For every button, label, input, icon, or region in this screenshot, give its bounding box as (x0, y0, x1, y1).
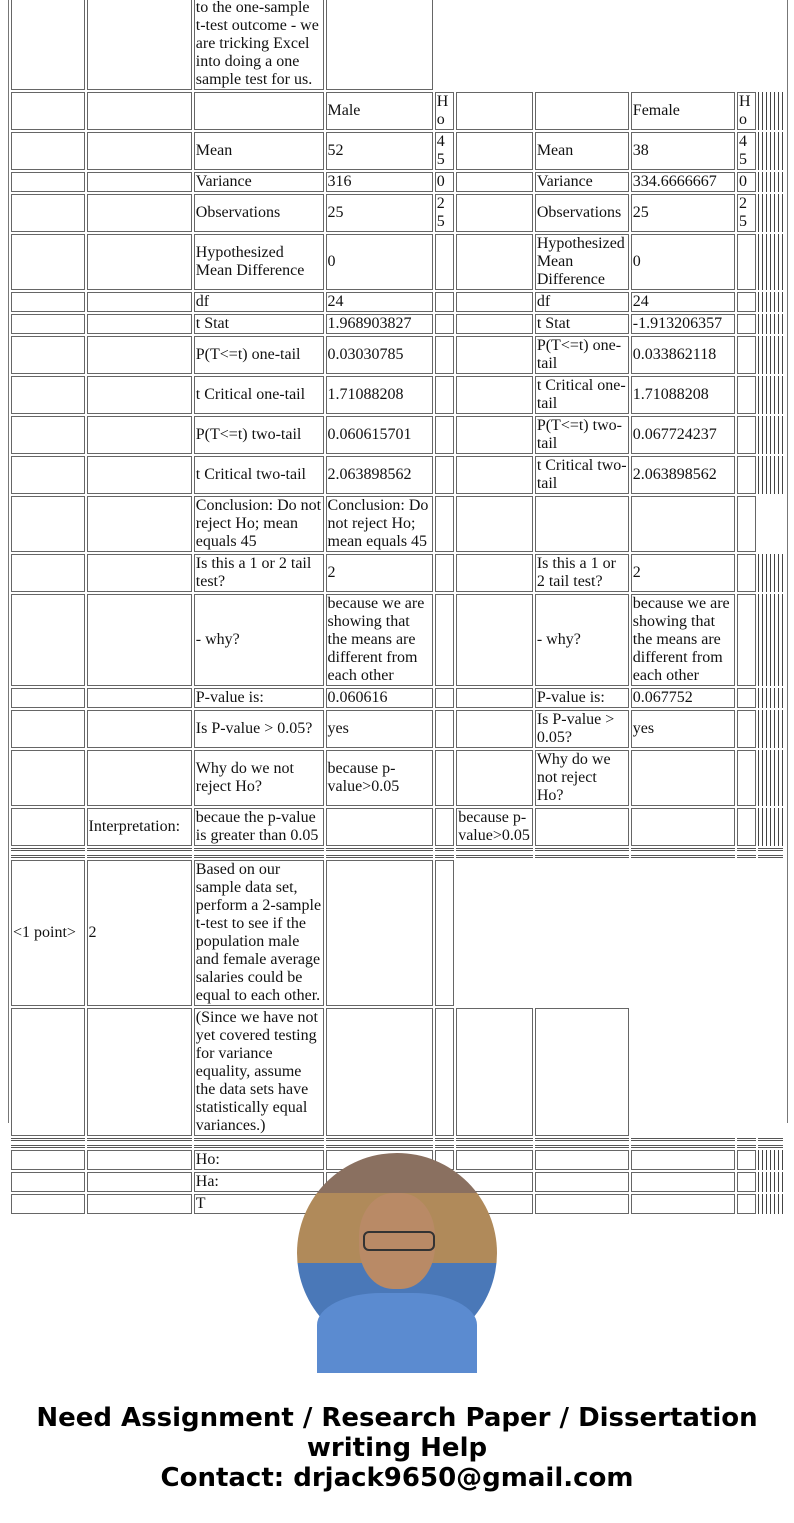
table-cell[interactable]: Ho: (194, 1150, 324, 1170)
table-row (11, 234, 783, 290)
table-cell[interactable] (435, 688, 454, 708)
table-cell[interactable] (535, 92, 629, 130)
table-cell[interactable] (456, 92, 533, 130)
table-cell[interactable]: Why do we not reject Ho? (194, 750, 324, 806)
table-cell[interactable] (737, 456, 756, 494)
table-cell[interactable] (87, 376, 192, 414)
table-cell[interactable] (737, 496, 756, 552)
table-cell[interactable] (87, 554, 192, 592)
table-cell[interactable] (87, 750, 192, 806)
table-row (11, 292, 783, 312)
table-row (11, 1008, 783, 1136)
table-cell[interactable] (11, 194, 85, 232)
row-divider (435, 848, 454, 858)
table-cell[interactable] (11, 750, 85, 806)
table-cell[interactable] (11, 376, 85, 414)
column-edge-lines (758, 750, 783, 806)
empty-area (758, 496, 783, 552)
table-cell[interactable] (456, 234, 533, 290)
promo-contact[interactable]: Contact: drjack9650@gmail.com (160, 1463, 634, 1493)
table-cell[interactable] (87, 194, 192, 232)
table-cell[interactable] (11, 172, 85, 192)
table-cell[interactable]: P(T<=t) two-tail (535, 416, 629, 454)
column-edge-lines (758, 234, 783, 290)
table-cell[interactable] (456, 416, 533, 454)
column-edge-lines (758, 292, 783, 312)
column-edge-lines (758, 314, 783, 334)
table-cell[interactable]: 1.968903827 (326, 314, 433, 334)
row-divider (631, 848, 735, 858)
empty-area (631, 860, 735, 1006)
empty-area (535, 860, 629, 1006)
table-cell[interactable] (11, 496, 85, 552)
table-cell[interactable] (87, 688, 192, 708)
table-cell[interactable] (11, 0, 85, 90)
table-cell[interactable]: Mean (535, 132, 629, 170)
table-cell[interactable] (737, 416, 756, 454)
table-cell[interactable] (326, 0, 433, 90)
row-divider (737, 848, 756, 858)
table-cell[interactable] (11, 416, 85, 454)
table-cell[interactable]: 1.71088208 (326, 376, 433, 414)
table-cell[interactable] (435, 1008, 454, 1136)
table-cell[interactable] (737, 750, 756, 806)
table-cell[interactable] (11, 1008, 85, 1136)
table-cell[interactable] (737, 710, 756, 748)
table-cell[interactable] (87, 234, 192, 290)
table-cell[interactable] (435, 376, 454, 414)
table-cell[interactable]: 52 (326, 132, 433, 170)
table-cell[interactable] (435, 416, 454, 454)
table-cell[interactable] (87, 1008, 192, 1136)
column-edge-lines (758, 710, 783, 748)
table-cell[interactable]: Is P-value > 0.05? (194, 710, 324, 748)
table-row (11, 194, 783, 232)
empty-area (435, 0, 454, 90)
table-cell[interactable] (11, 336, 85, 374)
column-edge-lines (758, 172, 783, 192)
table-cell[interactable]: 316 (326, 172, 433, 192)
table-cell[interactable] (737, 376, 756, 414)
table-cell[interactable]: Observations (535, 194, 629, 232)
table-row (11, 750, 783, 806)
table-cell[interactable] (87, 314, 192, 334)
table-cell[interactable]: 0.060616 (326, 688, 433, 708)
table-cell[interactable] (87, 496, 192, 552)
table-cell[interactable] (737, 292, 756, 312)
table-cell[interactable]: 38 (631, 132, 735, 170)
table-cell[interactable] (326, 860, 433, 1006)
row-divider (535, 848, 629, 858)
empty-area (758, 0, 783, 90)
table-cell[interactable] (87, 172, 192, 192)
column-edge-lines (758, 132, 783, 170)
table-cell[interactable]: 0 (631, 234, 735, 290)
promo-text (0, 1403, 794, 1493)
table-row (11, 0, 783, 90)
empty-area (456, 0, 533, 90)
table-cell[interactable]: 25 (435, 194, 454, 232)
table-cell[interactable]: 0 (435, 172, 454, 192)
table-cell[interactable] (456, 172, 533, 192)
table-cell[interactable] (11, 234, 85, 290)
table-cell[interactable]: Is this a 1 or 2 tail test? (194, 554, 324, 592)
column-edge-lines (758, 808, 783, 846)
table-cell[interactable] (326, 1008, 433, 1136)
table-cell[interactable] (194, 92, 324, 130)
table-cell[interactable] (456, 194, 533, 232)
table-row (11, 496, 783, 552)
table-cell[interactable]: Variance (194, 172, 324, 192)
table-cell[interactable] (737, 336, 756, 374)
column-edge-lines (758, 456, 783, 494)
promo-headline: Need Assignment / Research Paper / Dissertation writing Help (36, 1403, 758, 1463)
table-cell[interactable]: becaue the p-value is greater than 0.05 (194, 808, 324, 846)
empty-area (456, 860, 533, 1006)
table-cell[interactable]: Conclusion: Do not reject Ho; mean equals 45 (326, 496, 433, 552)
table-cell[interactable] (11, 456, 85, 494)
table-cell[interactable] (456, 496, 533, 552)
table-cell[interactable] (435, 292, 454, 312)
table-row (11, 594, 783, 686)
table-cell[interactable] (456, 292, 533, 312)
table-cell[interactable]: because p-value>0.05 (326, 750, 433, 806)
column-edge-lines (758, 376, 783, 414)
empty-area (758, 860, 783, 1006)
table-cell[interactable] (435, 808, 454, 846)
table-cell[interactable]: 1.71088208 (631, 376, 735, 414)
table-cell[interactable]: 25 (326, 194, 433, 232)
column-edge-lines (758, 688, 783, 708)
table-cell[interactable]: Conclusion: Do not reject Ho; mean equals 45 (194, 496, 324, 552)
table-cell[interactable] (11, 314, 85, 334)
table-cell[interactable] (11, 808, 85, 846)
table-cell[interactable]: t Stat (194, 314, 324, 334)
table-cell[interactable]: Male (326, 92, 433, 130)
empty-area (737, 860, 756, 1006)
table-cell[interactable]: Mean (194, 132, 324, 170)
table-cell[interactable]: 25 (737, 194, 756, 232)
table-cell[interactable] (435, 710, 454, 748)
row-divider (194, 848, 324, 858)
table-cell[interactable]: Is this a 1 or 2 tail test? (535, 554, 629, 592)
column-edge-lines (758, 594, 783, 686)
table-cell[interactable] (737, 688, 756, 708)
table-cell[interactable] (11, 710, 85, 748)
table-cell[interactable]: Is P-value > 0.05? (535, 710, 629, 748)
table-cell[interactable]: -1.913206357 (631, 314, 735, 334)
table-cell[interactable]: t Critical one-tail (535, 376, 629, 414)
table-cell[interactable] (87, 456, 192, 494)
row-divider (326, 848, 433, 858)
table-cell[interactable] (456, 376, 533, 414)
table-cell[interactable]: P(T<=t) two-tail (194, 416, 324, 454)
table-cell[interactable] (456, 594, 533, 686)
table-cell[interactable]: 0.060615701 (326, 416, 433, 454)
row-divider (87, 848, 192, 858)
table-cell[interactable] (435, 456, 454, 494)
table-cell[interactable]: 24 (631, 292, 735, 312)
column-edge-lines (758, 336, 783, 374)
table-cell[interactable]: Based on our sample data set, perform a 2-sample t-test to see if the population male and female average salaries could be equal to each other. (194, 860, 324, 1006)
table-cell[interactable] (435, 496, 454, 552)
table-cell[interactable] (11, 132, 85, 170)
table-cell[interactable]: <1 point> (11, 860, 85, 1006)
table-cell[interactable] (87, 92, 192, 130)
table-cell[interactable] (435, 234, 454, 290)
table-row (11, 808, 783, 846)
table-cell[interactable]: Female (631, 92, 735, 130)
table-cell[interactable] (631, 750, 735, 806)
table-cell[interactable] (456, 336, 533, 374)
table-cell[interactable]: (Since we have not yet covered testing for variance equality, assume the data sets have statistically equal variances.) (194, 1008, 324, 1136)
table-cell[interactable]: t Critical two-tail (535, 456, 629, 494)
table-cell[interactable] (535, 1008, 629, 1136)
table-cell[interactable] (535, 496, 629, 552)
table-cell[interactable] (11, 292, 85, 312)
table-cell[interactable] (11, 92, 85, 130)
table-cell[interactable] (11, 554, 85, 592)
row-divider (11, 848, 85, 858)
table-cell[interactable]: P(T<=t) one-tail (535, 336, 629, 374)
table-cell[interactable]: 25 (631, 194, 735, 232)
column-edge-lines (758, 92, 783, 130)
table-cell[interactable] (326, 808, 433, 846)
table-cell[interactable] (737, 314, 756, 334)
table-cell[interactable] (87, 416, 192, 454)
table-cell[interactable] (535, 808, 629, 846)
table-cell[interactable] (456, 1008, 533, 1136)
table-cell[interactable]: Why do we not reject Ho? (535, 750, 629, 806)
row-divider (456, 848, 533, 858)
table-cell[interactable] (435, 314, 454, 334)
table-row (11, 710, 783, 748)
table-cell[interactable] (87, 0, 192, 90)
table-cell[interactable]: Hypothesized Mean Difference (194, 234, 324, 290)
promo-section (0, 1123, 794, 1523)
table-row (11, 92, 783, 130)
table-cell[interactable]: 0.067752 (631, 688, 735, 708)
table-cell[interactable]: Interpretation: (87, 808, 192, 846)
table-cell[interactable]: to the one-sample t-test outcome - we are tricking Excel into doing a one sample test for us. (194, 0, 324, 90)
table-cell[interactable]: 0.033862118 (631, 336, 735, 374)
table-cell[interactable] (87, 336, 192, 374)
table-cell[interactable] (737, 234, 756, 290)
table-cell[interactable]: Variance (535, 172, 629, 192)
row-divider (758, 848, 783, 858)
table-cell[interactable] (87, 710, 192, 748)
author-photo (297, 1153, 497, 1353)
table-row (11, 314, 783, 334)
table-cell[interactable] (456, 132, 533, 170)
empty-area (737, 0, 756, 90)
column-edge-lines (758, 554, 783, 592)
table-cell[interactable]: 2.063898562 (631, 456, 735, 494)
table-cell[interactable]: 2 (326, 554, 433, 592)
empty-area (631, 1008, 735, 1136)
table-cell[interactable]: because we are showing that the means are different from each other (326, 594, 433, 686)
table-row (11, 456, 783, 494)
table-cell[interactable] (435, 554, 454, 592)
table-row (11, 848, 783, 858)
table-cell[interactable] (435, 594, 454, 686)
column-edge-lines (758, 194, 783, 232)
table-cell[interactable] (87, 594, 192, 686)
table-cell[interactable]: because p-value>0.05 (456, 808, 533, 846)
table-cell[interactable]: df (194, 292, 324, 312)
table-cell[interactable] (435, 860, 454, 1006)
table-cell[interactable] (456, 710, 533, 748)
t-test-table (9, 0, 785, 1216)
table-cell[interactable]: 45 (737, 132, 756, 170)
table-cell[interactable]: 24 (326, 292, 433, 312)
table-cell[interactable] (456, 456, 533, 494)
table-cell[interactable]: Observations (194, 194, 324, 232)
table-row (11, 376, 783, 414)
table-cell[interactable]: 2 (87, 860, 192, 1006)
table-cell[interactable]: 334.6666667 (631, 172, 735, 192)
table-cell[interactable] (737, 554, 756, 592)
table-cell[interactable]: 0.03030785 (326, 336, 433, 374)
table-cell[interactable]: P-value is: (194, 688, 324, 708)
table-cell[interactable] (631, 496, 735, 552)
table-cell[interactable]: t Critical two-tail (194, 456, 324, 494)
empty-area (737, 1008, 756, 1136)
table-cell[interactable] (11, 594, 85, 686)
table-cell[interactable]: 0 (326, 234, 433, 290)
table-row (11, 132, 783, 170)
table-row (11, 554, 783, 592)
table-cell[interactable]: - why? (194, 594, 324, 686)
table-row (11, 688, 783, 708)
table-cell[interactable]: 2.063898562 (326, 456, 433, 494)
table-cell[interactable] (737, 808, 756, 846)
column-edge-lines (758, 416, 783, 454)
table-cell[interactable]: 2 (631, 554, 735, 592)
table-cell[interactable]: Ho (435, 92, 454, 130)
table-cell[interactable]: Hypothesized Mean Difference (535, 234, 629, 290)
table-cell[interactable] (737, 594, 756, 686)
table-cell[interactable]: P-value is: (535, 688, 629, 708)
empty-area (758, 1008, 783, 1136)
table-cell[interactable] (631, 808, 735, 846)
spreadsheet-table-view (8, 0, 788, 1212)
table-cell[interactable]: t Stat (535, 314, 629, 334)
table-cell[interactable] (456, 314, 533, 334)
table-cell[interactable]: Ho (737, 92, 756, 130)
table-cell[interactable] (87, 292, 192, 312)
table-cell[interactable]: t Critical one-tail (194, 376, 324, 414)
table-cell[interactable] (456, 688, 533, 708)
table-cell[interactable]: df (535, 292, 629, 312)
table-cell[interactable] (435, 750, 454, 806)
table-cell[interactable]: 45 (435, 132, 454, 170)
table-cell[interactable] (456, 750, 533, 806)
table-cell[interactable]: Ha: (194, 1172, 324, 1192)
table-cell[interactable]: P(T<=t) one-tail (194, 336, 324, 374)
table-row (11, 336, 783, 374)
table-row (11, 860, 783, 1006)
table-cell[interactable] (435, 336, 454, 374)
table-row (11, 172, 783, 192)
table-cell[interactable]: - why? (535, 594, 629, 686)
table-cell[interactable] (87, 132, 192, 170)
table-row (11, 416, 783, 454)
table-cell[interactable]: T (194, 1194, 324, 1214)
empty-area (631, 0, 735, 90)
table-cell[interactable]: yes (326, 710, 433, 748)
table-cell[interactable]: yes (631, 710, 735, 748)
table-cell[interactable]: 0.067724237 (631, 416, 735, 454)
table-cell[interactable] (11, 688, 85, 708)
table-cell[interactable]: because we are showing that the means are different from each other (631, 594, 735, 686)
table-cell[interactable]: 0 (737, 172, 756, 192)
empty-area (535, 0, 629, 90)
table-cell[interactable] (456, 554, 533, 592)
